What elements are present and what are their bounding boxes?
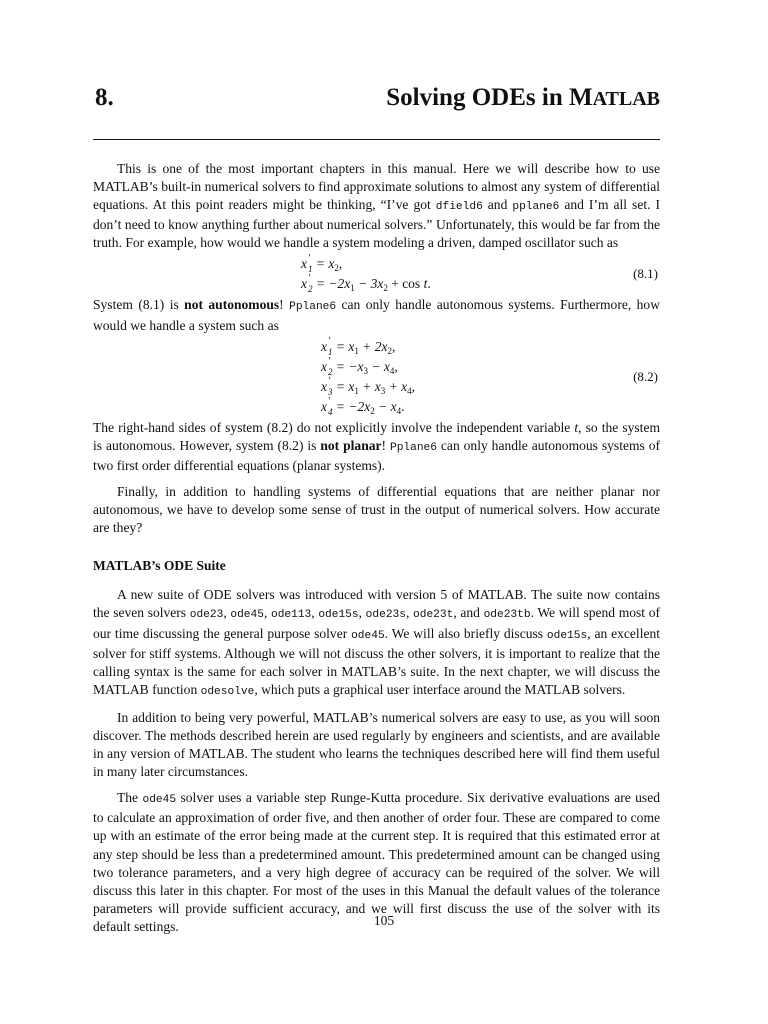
- chapter-title: [386, 84, 660, 112]
- section-paragraph-2: In addition to being very powerful, MATLAB’s numerical solvers are easy to use, as you will soon discover. The methods described herein are used regularly by engineers and scientists, and are available in any version of MATLAB. The student who learns the techniques described here will find them useful in many later circumstances.: [93, 709, 660, 780]
- page-number: 105: [373, 913, 395, 928]
- equation-line: x ′ $2 = -x_3 - x_4$,: [321, 355, 398, 377]
- code-pplane6: Pplane6: [289, 301, 337, 314]
- intro-paragraph-2: System (8.1) is not autonomous! Pplane6 can only handle autonomous systems. Furthermore, how would we handle a system such as: [93, 297, 660, 333]
- chapter-title-main: Solving ODEs in M: [386, 84, 593, 111]
- equation-line: x ′ $1 = x_2$,: [301, 253, 343, 275]
- chapter-number: 8.: [95, 84, 114, 111]
- equation-line: x ′ $4 = -2x_2 - x_4$.: [321, 395, 405, 417]
- code-dfield6: dfield6: [435, 201, 483, 214]
- body-text: [93, 160, 660, 936]
- section-paragraph-1: A new suite of ODE solvers was introduced with version 5 of MATLAB. The suite now contains the seven solvers ode23, ode45, ode113, ode15s, ode23s, ode23t, and ode23tb. We will spend most of our time discussing the general purpose solver ode45. We will also briefly discuss ode15s, an excellent solver for stiff systems. Although we will not discuss the other solvers, it is important to realize that the calling syntax is the same for each solver in MATLAB’s suite. In the next chapter, we will discuss the MATLAB function odesolve, which puts a graphical user interface around the MATLAB solvers.: [93, 587, 661, 698]
- intro-paragraph-1: This is one of the most important chapters in this manual. Here we will describe how to use MATLAB’s built-in numerical solvers to find approximate solutions to almost any system of differential equations. At this point readers might be thinking, “I’ve got dfield6 and pplane6 and I’m all set. I don’t need to know anything further about numerical solvers.” Unfortunately, this would be far from the truth. For example, how would we handle a system modeling a driven, damped oscillator such as: [93, 161, 660, 251]
- equation-8-2: [93, 335, 660, 418]
- equation-line: x ′ $3 = x_1 + x_3 + x_4$,: [321, 375, 415, 397]
- section-paragraph-3: The ode45 solver uses a variable step Runge-Kutta procedure. Six derivative evaluations are used to calculate an approximation of order five, and then another of order four. These are compared to come up with an estimate of the error being made at the current step. It is required that this estimated error at any step should be less than a predetermined amount. This predetermined amount can be changed using two tolerance parameters, and a very high degree of accuracy can be required of the solver. We will discuss this later in this chapter. For most of the uses in this Manual the default values of the tolerance parameters will provide sufficient accuracy, and we will first discuss the use of the solver with its default settings.: [93, 790, 660, 934]
- equation-number: (8.2): [633, 368, 658, 384]
- section-heading: MATLAB’s ODE Suite: [93, 558, 226, 574]
- equation-line: x ′ $2 = -2x_1 - 3x_2 + \cos t$.: [301, 273, 431, 295]
- code-pplane6: Pplane6: [389, 441, 437, 454]
- equation-number: (8.1): [633, 266, 658, 282]
- equation-line: x ′ $1 = x_1 + 2x_2$,: [321, 335, 396, 357]
- equation-8-1: [93, 255, 660, 295]
- intro-paragraph-3: The right-hand sides of system (8.2) do not explicitly involve the independent variable t, so the system is autonomous. However, system (8.2) is not planar! Pplane6 can only handle autonomous systems of two first order differential equations (planar systems).: [93, 419, 660, 473]
- intro-paragraph-4: Finally, in addition to handling systems of differential equations that are neither planar nor autonomous, we have to develop some sense of trust in the output of numerical solvers. How accurate are they?: [93, 483, 660, 536]
- header-rule: [93, 139, 660, 140]
- chapter-title-smallcaps: ATLAB: [592, 88, 660, 110]
- code-pplane6: pplane6: [512, 201, 560, 214]
